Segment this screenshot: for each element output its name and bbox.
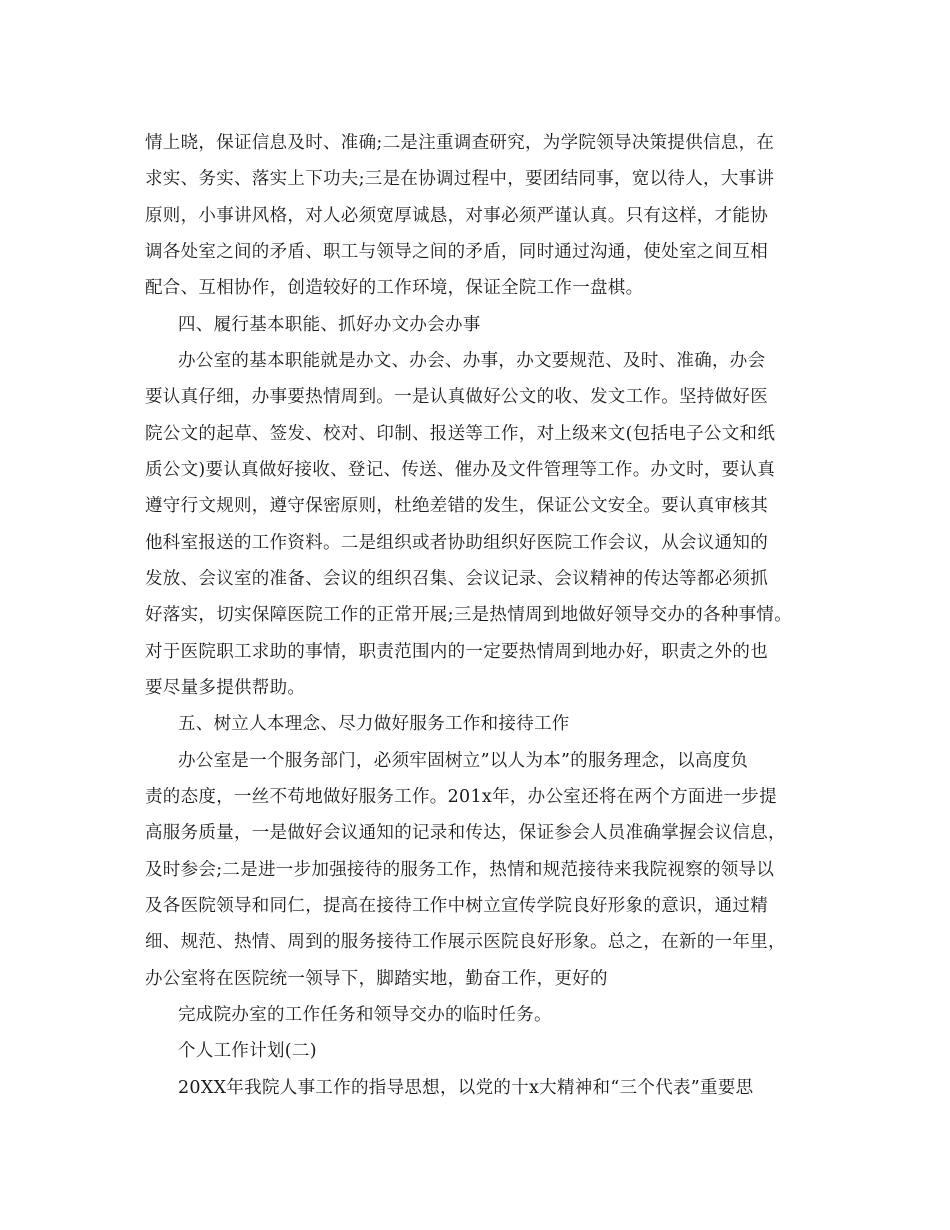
paragraph-line: 对于医院职工求助的事情，职责范围内的一定要热情周到地办好，职责之外的也 bbox=[145, 642, 768, 662]
paragraph-line: 完成院办室的工作任务和领导交办的临时任务。 bbox=[178, 1005, 552, 1025]
paragraph-line: 及时参会;二是进一步加强接待的服务工作，热情和规范接待来我院视察的领导以 bbox=[145, 860, 775, 880]
paragraph-line: 质公文)要认真做好接收、登记、传送、催办及文件管理等工作。办文时，要认真 bbox=[145, 460, 776, 480]
paragraph-line: 20XX年我院人事工作的指导思想，以党的十x大精神和“三个代表”重要思 bbox=[178, 1078, 754, 1098]
paragraph-line: 原则，小事讲风格，对人必须宽厚诚恳，对事必须严谨认真。只有这样，才能协 bbox=[145, 206, 768, 226]
paragraph-line: 调各处室之间的矛盾、职工与领导之间的矛盾，同时通过沟通，使处室之间互相 bbox=[145, 242, 768, 262]
paragraph-line: 及各医院领导和同仁，提高在接待工作中树立宣传学院良好形象的意识，通过精 bbox=[145, 896, 768, 916]
paragraph-line: 情上晓，保证信息及时、准确;二是注重调查研究，为学院领导决策提供信息，在 bbox=[145, 133, 775, 153]
paragraph-line: 高服务质量，一是做好会议通知的记录和传达，保证参会人员准确掌握会议信息， bbox=[145, 823, 786, 843]
paragraph-line: 院公文的起草、签发、校对、印制、报送等工作，对上级来文(包括电子公文和纸 bbox=[145, 424, 776, 444]
paragraph-line: 细、规范、热情、周到的服务接待工作展示医院良好形象。总之，在新的一年里， bbox=[145, 932, 786, 952]
paragraph-line: 要尽量多提供帮助。 bbox=[145, 678, 306, 698]
paragraph-line: 发放、会议室的准备、会议的组织召集、会议记录、会议精神的传达等都必须抓 bbox=[145, 569, 768, 589]
paragraph-line: 他科室报送的工作资料。二是组织或者协助组织好医院工作会议，从会议通知的 bbox=[145, 533, 768, 553]
paragraph-line: 求实、务实、落实上下功夫;三是在协调过程中，要团结同事，宽以待人，大事讲 bbox=[145, 169, 775, 189]
paragraph-line: 好落实，切实保障医院工作的正常开展;三是热情周到地做好领导交办的各种事情。 bbox=[145, 605, 792, 625]
paragraph-line: 办公室将在医院统一领导下，脚踏实地，勤奋工作，更好的 bbox=[145, 969, 608, 989]
paragraph-line: 遵守行文规则，遵守保密原则，杜绝差错的发生，保证公文安全。要认真审核其 bbox=[145, 496, 768, 516]
section-heading: 五、树立人本理念、尽力做好服务工作和接待工作 bbox=[178, 714, 570, 734]
section-heading: 四、履行基本职能、抓好办文办会办事 bbox=[178, 315, 481, 335]
section-heading: 个人工作计划(二) bbox=[178, 1041, 317, 1061]
paragraph-line: 办公室是一个服务部门，必须牢固树立”以人为本”的服务理念，以高度负 bbox=[178, 751, 749, 771]
paragraph-line: 责的态度，一丝不苟地做好服务工作。201x年，办公室还将在两个方面进一步提 bbox=[145, 787, 777, 807]
paragraph-line: 配合、互相协作，创造较好的工作环境，保证全院工作一盘棋。 bbox=[145, 278, 644, 298]
paragraph-line: 要认真仔细，办事要热情周到。一是认真做好公文的收、发文工作。坚持做好医 bbox=[145, 387, 768, 407]
paragraph-line: 办公室的基本职能就是办文、办会、办事，办文要规范、及时、准确，办会 bbox=[178, 351, 766, 371]
